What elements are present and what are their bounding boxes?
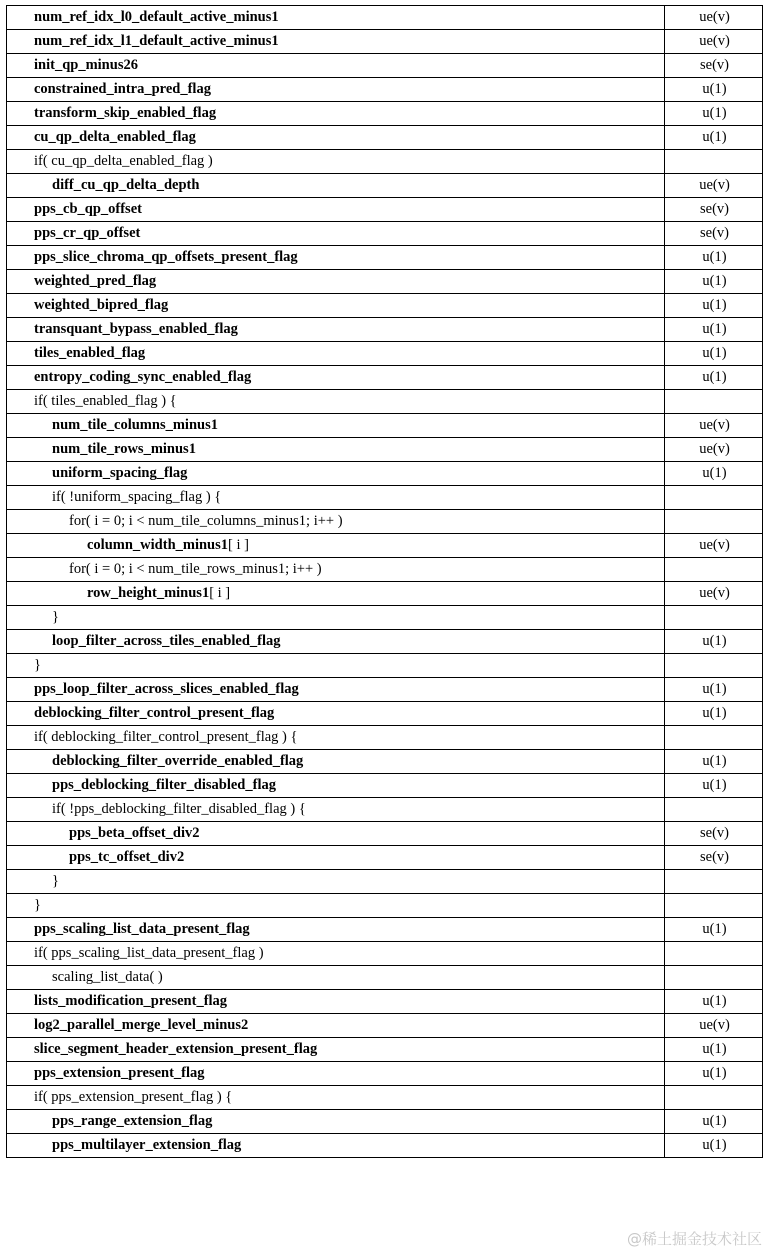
syntax-element-cell — [7, 294, 665, 318]
syntax-element-cell — [7, 150, 665, 174]
syntax-row — [7, 462, 763, 486]
syntax-element-cell — [7, 1038, 665, 1062]
syntax-row — [7, 750, 763, 774]
descriptor-cell: se(v) — [665, 846, 763, 870]
syntax-element-name: transquant_bypass_enabled_flag — [34, 321, 238, 337]
syntax-row — [7, 630, 763, 654]
descriptor-cell: u(1) — [665, 1038, 763, 1062]
syntax-row — [7, 366, 763, 390]
syntax-row — [7, 870, 763, 894]
descriptor-cell: u(1) — [665, 1134, 763, 1158]
syntax-element-cell — [7, 342, 665, 366]
descriptor-cell — [665, 150, 763, 174]
syntax-element-name: pps_range_extension_flag — [52, 1113, 213, 1129]
syntax-row — [7, 798, 763, 822]
syntax-element-cell — [7, 414, 665, 438]
descriptor-cell: u(1) — [665, 918, 763, 942]
syntax-element-index: [ i ] — [209, 585, 231, 601]
syntax-control-statement: if( cu_qp_delta_enabled_flag ) — [34, 153, 213, 169]
syntax-row — [7, 846, 763, 870]
syntax-row — [7, 606, 763, 630]
descriptor-cell — [665, 894, 763, 918]
descriptor-cell — [665, 558, 763, 582]
syntax-control-statement: if( !pps_deblocking_filter_disabled_flag ) { — [52, 801, 306, 817]
descriptor-cell: u(1) — [665, 366, 763, 390]
descriptor-cell: ue(v) — [665, 438, 763, 462]
syntax-element-name: weighted_bipred_flag — [34, 297, 169, 313]
syntax-control-statement: if( pps_extension_present_flag ) { — [34, 1089, 233, 1105]
syntax-row — [7, 390, 763, 414]
syntax-element-cell — [7, 462, 665, 486]
syntax-row — [7, 966, 763, 990]
descriptor-cell — [665, 942, 763, 966]
descriptor-cell: u(1) — [665, 678, 763, 702]
descriptor-cell: u(1) — [665, 102, 763, 126]
descriptor-cell — [665, 654, 763, 678]
descriptor-cell: u(1) — [665, 750, 763, 774]
syntax-element-name: column_width_minus1 — [87, 537, 229, 553]
syntax-row — [7, 1062, 763, 1086]
descriptor-cell: u(1) — [665, 78, 763, 102]
syntax-element-name: cu_qp_delta_enabled_flag — [34, 129, 196, 145]
syntax-element-name: pps_loop_filter_across_slices_enabled_flag — [34, 681, 299, 697]
syntax-element-name: log2_parallel_merge_level_minus2 — [34, 1017, 249, 1033]
syntax-element-cell — [7, 1086, 665, 1110]
syntax-table — [6, 5, 763, 1158]
syntax-element-name: pps_multilayer_extension_flag — [52, 1137, 242, 1153]
syntax-element-name: entropy_coding_sync_enabled_flag — [34, 369, 252, 385]
syntax-element-name: loop_filter_across_tiles_enabled_flag — [52, 633, 281, 649]
syntax-table-body — [7, 6, 763, 1158]
descriptor-cell: ue(v) — [665, 414, 763, 438]
descriptor-cell — [665, 870, 763, 894]
syntax-row — [7, 510, 763, 534]
descriptor-cell — [665, 510, 763, 534]
syntax-control-statement: if( !uniform_spacing_flag ) { — [52, 489, 222, 505]
syntax-element-cell — [7, 798, 665, 822]
descriptor-cell: u(1) — [665, 246, 763, 270]
syntax-element-name: init_qp_minus26 — [34, 57, 138, 73]
descriptor-cell — [665, 486, 763, 510]
syntax-element-cell — [7, 222, 665, 246]
syntax-row — [7, 894, 763, 918]
syntax-element-cell — [7, 366, 665, 390]
descriptor-cell: u(1) — [665, 270, 763, 294]
syntax-element-cell — [7, 246, 665, 270]
syntax-element-cell — [7, 942, 665, 966]
syntax-element-cell — [7, 870, 665, 894]
syntax-element-name: constrained_intra_pred_flag — [34, 81, 211, 97]
syntax-row — [7, 654, 763, 678]
descriptor-cell — [665, 606, 763, 630]
syntax-row — [7, 1014, 763, 1038]
syntax-element-name: pps_tc_offset_div2 — [69, 849, 185, 865]
descriptor-cell: u(1) — [665, 774, 763, 798]
syntax-row — [7, 1038, 763, 1062]
syntax-element-cell — [7, 318, 665, 342]
syntax-control-statement: if( pps_scaling_list_data_present_flag ) — [34, 945, 264, 961]
descriptor-cell: u(1) — [665, 126, 763, 150]
syntax-control-statement: if( tiles_enabled_flag ) { — [34, 393, 177, 409]
syntax-element-name: tiles_enabled_flag — [34, 345, 146, 361]
syntax-row — [7, 558, 763, 582]
syntax-row — [7, 702, 763, 726]
syntax-row — [7, 54, 763, 78]
syntax-row — [7, 246, 763, 270]
descriptor-cell: se(v) — [665, 822, 763, 846]
syntax-row — [7, 414, 763, 438]
syntax-element-name: num_ref_idx_l1_default_active_minus1 — [34, 33, 279, 49]
syntax-row — [7, 1086, 763, 1110]
syntax-element-name: uniform_spacing_flag — [52, 465, 188, 481]
syntax-row — [7, 582, 763, 606]
syntax-row — [7, 438, 763, 462]
syntax-row — [7, 678, 763, 702]
syntax-row — [7, 822, 763, 846]
descriptor-cell: ue(v) — [665, 30, 763, 54]
syntax-element-cell — [7, 822, 665, 846]
syntax-element-name: lists_modification_present_flag — [34, 993, 228, 1009]
syntax-element-cell — [7, 990, 665, 1014]
syntax-row — [7, 534, 763, 558]
syntax-element-cell — [7, 582, 665, 606]
syntax-element-cell — [7, 534, 665, 558]
descriptor-cell — [665, 390, 763, 414]
syntax-element-cell — [7, 702, 665, 726]
syntax-element-name: row_height_minus1 — [87, 585, 210, 601]
syntax-element-name: pps_deblocking_filter_disabled_flag — [52, 777, 276, 793]
syntax-row — [7, 30, 763, 54]
syntax-control-statement: for( i = 0; i < num_tile_columns_minus1; i++ ) — [69, 513, 343, 529]
descriptor-cell — [665, 798, 763, 822]
syntax-element-cell — [7, 678, 665, 702]
syntax-row — [7, 174, 763, 198]
syntax-element-name: pps_beta_offset_div2 — [69, 825, 200, 841]
syntax-row — [7, 294, 763, 318]
descriptor-cell: u(1) — [665, 1110, 763, 1134]
syntax-row — [7, 486, 763, 510]
syntax-element-cell — [7, 1134, 665, 1158]
syntax-element-cell — [7, 726, 665, 750]
syntax-element-cell — [7, 606, 665, 630]
descriptor-cell: ue(v) — [665, 534, 763, 558]
syntax-element-cell — [7, 390, 665, 414]
syntax-element-name: num_ref_idx_l0_default_active_minus1 — [34, 9, 279, 25]
syntax-element-name: deblocking_filter_override_enabled_flag — [52, 753, 304, 769]
syntax-element-name: weighted_pred_flag — [34, 273, 157, 289]
syntax-control-statement: if( deblocking_filter_control_present_flag ) { — [34, 729, 298, 745]
descriptor-cell — [665, 966, 763, 990]
syntax-row — [7, 102, 763, 126]
syntax-element-cell — [7, 6, 665, 30]
syntax-element-cell — [7, 198, 665, 222]
syntax-control-statement: } — [52, 873, 59, 889]
syntax-element-cell — [7, 966, 665, 990]
syntax-row — [7, 270, 763, 294]
descriptor-cell: u(1) — [665, 342, 763, 366]
syntax-element-cell — [7, 774, 665, 798]
descriptor-cell: se(v) — [665, 222, 763, 246]
descriptor-cell: u(1) — [665, 990, 763, 1014]
syntax-element-cell — [7, 174, 665, 198]
descriptor-cell: u(1) — [665, 318, 763, 342]
watermark: @稀土掘金技术社区 — [626, 1230, 762, 1248]
syntax-element-name: pps_cb_qp_offset — [34, 201, 142, 217]
syntax-row — [7, 918, 763, 942]
syntax-element-cell — [7, 78, 665, 102]
syntax-element-cell — [7, 510, 665, 534]
syntax-element-name: pps_extension_present_flag — [34, 1065, 205, 1081]
descriptor-cell: u(1) — [665, 294, 763, 318]
syntax-row — [7, 222, 763, 246]
syntax-element-cell — [7, 102, 665, 126]
syntax-row — [7, 342, 763, 366]
syntax-row — [7, 1134, 763, 1158]
syntax-element-index: [ i ] — [228, 537, 249, 553]
syntax-row — [7, 6, 763, 30]
syntax-row — [7, 942, 763, 966]
syntax-element-name: num_tile_columns_minus1 — [52, 417, 218, 433]
syntax-element-cell — [7, 54, 665, 78]
syntax-control-statement: } — [34, 657, 41, 673]
syntax-element-cell — [7, 894, 665, 918]
syntax-element-name: deblocking_filter_control_present_flag — [34, 705, 275, 721]
descriptor-cell: u(1) — [665, 630, 763, 654]
syntax-element-name: slice_segment_header_extension_present_flag — [34, 1041, 318, 1057]
descriptor-cell: ue(v) — [665, 174, 763, 198]
syntax-element-name: transform_skip_enabled_flag — [34, 105, 217, 121]
descriptor-cell: u(1) — [665, 1062, 763, 1086]
syntax-element-cell — [7, 1110, 665, 1134]
syntax-element-cell — [7, 750, 665, 774]
syntax-element-cell — [7, 1062, 665, 1086]
syntax-element-name: pps_slice_chroma_qp_offsets_present_flag — [34, 249, 298, 265]
syntax-row — [7, 198, 763, 222]
descriptor-cell: u(1) — [665, 702, 763, 726]
syntax-row — [7, 990, 763, 1014]
syntax-control-statement: } — [34, 897, 41, 913]
syntax-element-cell — [7, 654, 665, 678]
syntax-element-cell — [7, 846, 665, 870]
descriptor-cell: se(v) — [665, 198, 763, 222]
syntax-row — [7, 78, 763, 102]
descriptor-cell: se(v) — [665, 54, 763, 78]
syntax-element-name: diff_cu_qp_delta_depth — [52, 177, 200, 193]
syntax-element-cell — [7, 486, 665, 510]
syntax-control-statement: for( i = 0; i < num_tile_rows_minus1; i++ ) — [69, 561, 322, 577]
syntax-element-name: pps_scaling_list_data_present_flag — [34, 921, 250, 937]
descriptor-cell: ue(v) — [665, 582, 763, 606]
syntax-element-name: num_tile_rows_minus1 — [52, 441, 196, 457]
syntax-element-cell — [7, 126, 665, 150]
descriptor-cell — [665, 726, 763, 750]
descriptor-cell: ue(v) — [665, 6, 763, 30]
syntax-row — [7, 150, 763, 174]
syntax-element-cell — [7, 630, 665, 654]
syntax-row — [7, 774, 763, 798]
descriptor-cell: u(1) — [665, 462, 763, 486]
syntax-row — [7, 318, 763, 342]
descriptor-cell — [665, 1086, 763, 1110]
syntax-element-cell — [7, 438, 665, 462]
syntax-row — [7, 726, 763, 750]
syntax-row — [7, 1110, 763, 1134]
syntax-control-statement: } — [52, 609, 59, 625]
syntax-row — [7, 126, 763, 150]
syntax-element-cell — [7, 918, 665, 942]
syntax-control-statement: scaling_list_data( ) — [52, 969, 163, 985]
syntax-element-cell — [7, 270, 665, 294]
descriptor-cell: ue(v) — [665, 1014, 763, 1038]
syntax-element-cell — [7, 30, 665, 54]
syntax-element-cell — [7, 1014, 665, 1038]
syntax-element-name: pps_cr_qp_offset — [34, 225, 141, 241]
syntax-element-cell — [7, 558, 665, 582]
